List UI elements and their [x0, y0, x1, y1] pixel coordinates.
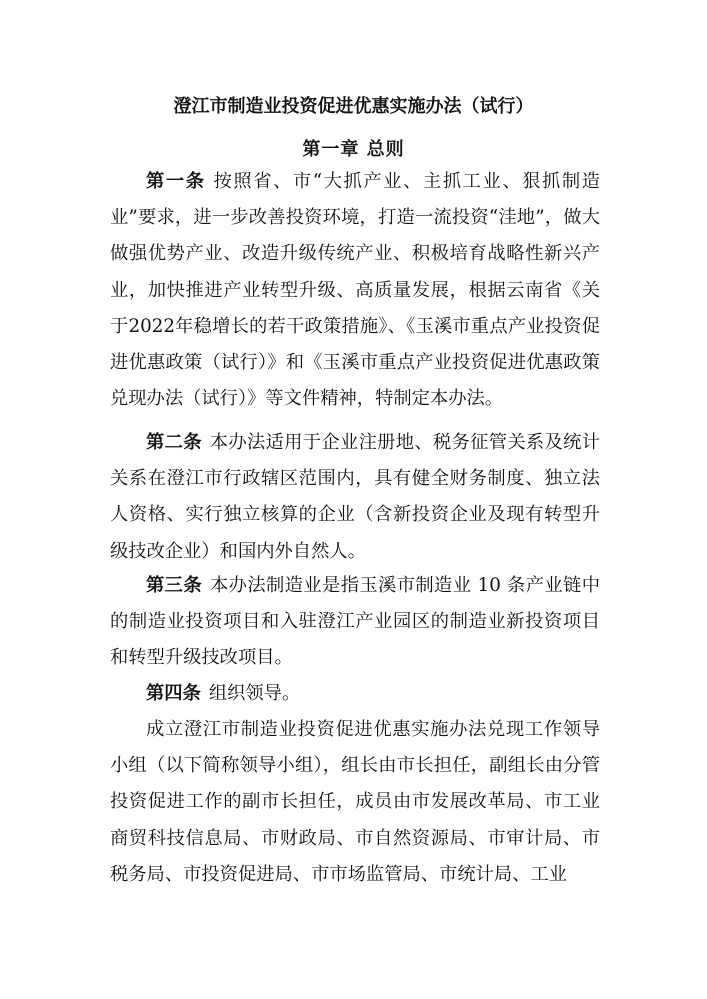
article-1-label: 第一条	[146, 171, 206, 192]
article-4	[110, 676, 600, 712]
article-4-text: 组织领导。	[208, 683, 301, 704]
article-2	[110, 425, 600, 570]
article-3	[110, 568, 600, 677]
document-title: 澄江市制造业投资促进优惠实施办法（试行）	[173, 96, 534, 117]
chapter-title: 第一章 总则	[302, 139, 405, 160]
article-3-label: 第三条	[146, 575, 203, 596]
article-2-label: 第二条	[146, 432, 202, 453]
article-4-label: 第四条	[146, 683, 201, 704]
article-1	[110, 164, 600, 417]
article-2-text: 本办法适用于企业注册地、税务征管关系及统计关系在澄江市行政辖区范围内，具有健全财务制度、独立法人资格、实行独立核算的企业（含新投资企业及现有转型升级技改企业）和国内外自然人。	[110, 432, 601, 562]
article-1-text: 按照省、市“大抓产业、主抓工业、狠抓制造业”要求，进一步改善投资环境，打造一流投资“洼地”，做大做强优势产业、改造升级传统产业、积极培育战略性新兴产业，加快推进产业转型升级、高质量发展，根据云南省《关于2022年稳增长的若干政策措施》、《玉溪市重点产业投资促进优惠政策（试行）》和《玉溪市重点产业投资促进优惠政策兑现办法（试行）》等文件精神，特制定本办法。	[110, 171, 600, 410]
leadership-group-paragraph: 成立澄江市制造业投资促进优惠实施办法兑现工作领导小组（以下简称领导小组），组长由市长担任，副组长由分管投资促进工作的副市长担任，成员由市发展改革局、市工业商贸科技信息局、市财政局、市自然资源局、市审计局、市税务局、市投资促进局、市市场监管局、市统计局、工业	[110, 719, 600, 885]
article-3-text: 本办法制造业是指玉溪市制造业 10 条产业链中的制造业投资项目和入驻澄江产业园区的制造业新投资项目和转型升级技改项目。	[110, 575, 601, 669]
